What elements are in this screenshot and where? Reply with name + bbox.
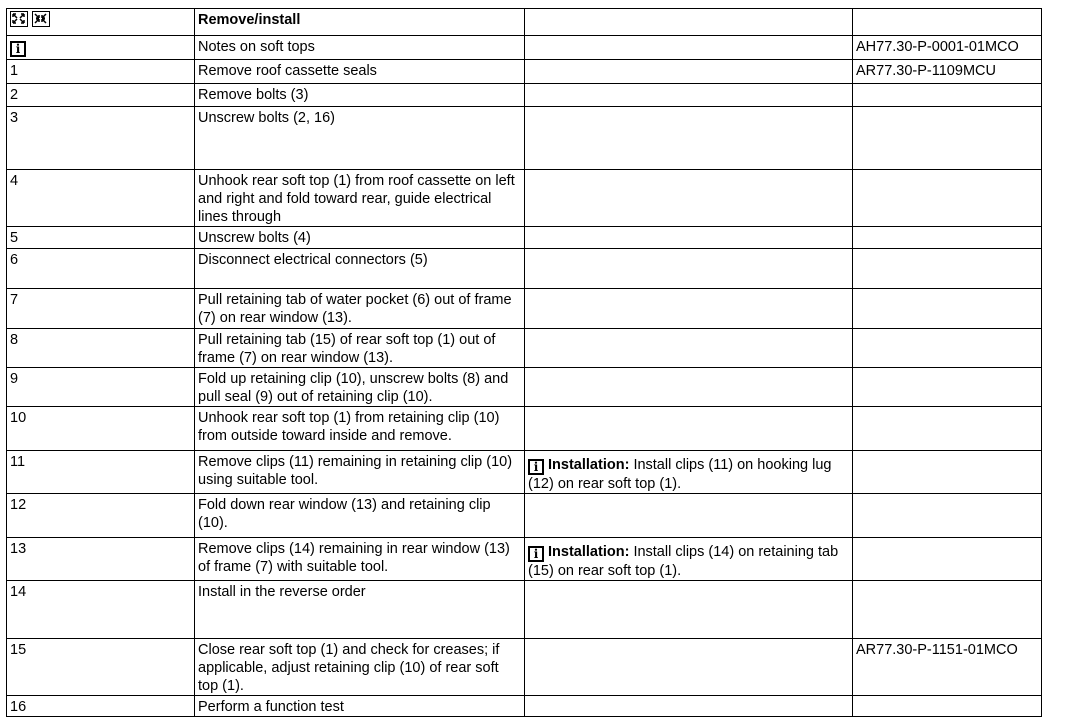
- step-number: [7, 36, 195, 60]
- step-number: 4: [7, 170, 195, 227]
- step-number: 3: [7, 107, 195, 170]
- document-reference-link: [853, 581, 1042, 639]
- step-text: Unscrew bolts (2, 16): [195, 107, 525, 170]
- document-reference-link: [853, 329, 1042, 368]
- step-text: Install in the reverse order: [195, 581, 525, 639]
- document-reference-link: [853, 107, 1042, 170]
- table-row: [7, 494, 1042, 538]
- step-number: 14: [7, 581, 195, 639]
- step-text: Pull retaining tab (15) of rear soft top (1) out of frame (7) on rear window (13).: [195, 329, 525, 368]
- step-text: Close rear soft top (1) and check for creases; if applicable, adjust retaining clip (10) of rear soft top (1).: [195, 639, 525, 696]
- document-reference-link[interactable]: AR77.30-P-1151-01MCO: [853, 639, 1042, 696]
- table-row: [7, 227, 1042, 249]
- document-reference-link: [853, 451, 1042, 494]
- step-text: Remove roof cassette seals: [195, 60, 525, 84]
- expand-all-icon[interactable]: [10, 11, 28, 27]
- document-reference-link: [853, 84, 1042, 107]
- step-number: 5: [7, 227, 195, 249]
- step-text: Pull retaining tab of water pocket (6) out of frame (7) on rear window (13).: [195, 289, 525, 329]
- step-text: Unhook rear soft top (1) from roof cassette on left and right and fold toward rear, guide electrical lines through: [195, 170, 525, 227]
- step-note: [525, 84, 853, 107]
- step-number: 13: [7, 538, 195, 581]
- document-reference-link[interactable]: AR77.30-P-1109MCU: [853, 60, 1042, 84]
- step-note: [525, 289, 853, 329]
- table-row: [7, 538, 1042, 581]
- step-note: [525, 581, 853, 639]
- collapse-all-icon[interactable]: [32, 11, 50, 27]
- step-number: 16: [7, 696, 195, 717]
- document-reference-link: [853, 170, 1042, 227]
- header-icons-cell: [7, 9, 195, 36]
- step-note: [525, 170, 853, 227]
- table-row: [7, 581, 1042, 639]
- document-reference-link: [853, 407, 1042, 451]
- step-number: 12: [7, 494, 195, 538]
- table-row: [7, 329, 1042, 368]
- document-reference-link: [853, 494, 1042, 538]
- step-note: [525, 249, 853, 289]
- document-reference-link: [853, 249, 1042, 289]
- step-note: [525, 639, 853, 696]
- document-reference-link: [853, 289, 1042, 329]
- installation-label: Installation:: [548, 457, 630, 473]
- header-row: [7, 9, 1042, 36]
- step-note: [525, 451, 853, 494]
- step-number: 15: [7, 639, 195, 696]
- table-row: [7, 451, 1042, 494]
- table-row: [7, 84, 1042, 107]
- step-text: Disconnect electrical connectors (5): [195, 249, 525, 289]
- step-number: 7: [7, 289, 195, 329]
- step-number: 11: [7, 451, 195, 494]
- step-text: Remove bolts (3): [195, 84, 525, 107]
- table-row: [7, 107, 1042, 170]
- table-row: [7, 368, 1042, 407]
- table-row: [7, 170, 1042, 227]
- step-note: [525, 368, 853, 407]
- document-reference-link[interactable]: AH77.30-P-0001-01MCO: [853, 36, 1042, 60]
- step-text: Fold down rear window (13) and retaining clip (10).: [195, 494, 525, 538]
- step-note: [525, 107, 853, 170]
- step-text: Notes on soft tops: [195, 36, 525, 60]
- table-row: [7, 696, 1042, 717]
- info-icon[interactable]: i: [528, 546, 544, 562]
- step-text: Unscrew bolts (4): [195, 227, 525, 249]
- table-row: [7, 36, 1042, 60]
- table-row: [7, 407, 1042, 451]
- step-number: 2: [7, 84, 195, 107]
- step-note: [525, 407, 853, 451]
- document-reference-link: [853, 538, 1042, 581]
- header-empty-cell: [525, 9, 853, 36]
- header-title: Remove/install: [195, 9, 525, 36]
- step-number: 6: [7, 249, 195, 289]
- step-text: Fold up retaining clip (10), unscrew bolts (8) and pull seal (9) out of retaining clip (10).: [195, 368, 525, 407]
- step-text: Perform a function test: [195, 696, 525, 717]
- step-number: 9: [7, 368, 195, 407]
- step-text: Remove clips (11) remaining in retaining clip (10) using suitable tool.: [195, 451, 525, 494]
- step-note: [525, 227, 853, 249]
- document-reference-link: [853, 696, 1042, 717]
- installation-note: Install clips (11) on hooking lug (12) on rear soft top (1).: [528, 457, 832, 492]
- step-number: 10: [7, 407, 195, 451]
- step-number: 8: [7, 329, 195, 368]
- step-text: Remove clips (14) remaining in rear window (13) of frame (7) with suitable tool.: [195, 538, 525, 581]
- table-row: [7, 639, 1042, 696]
- table-row: [7, 289, 1042, 329]
- document-reference-link: [853, 368, 1042, 407]
- step-note: [525, 60, 853, 84]
- table-row: [7, 60, 1042, 84]
- step-note: [525, 696, 853, 717]
- installation-note: Install clips (14) on retaining tab (15) on rear soft top (1).: [528, 544, 839, 579]
- step-note: [525, 36, 853, 60]
- step-note: [525, 538, 853, 581]
- step-note: [525, 329, 853, 368]
- step-note: [525, 494, 853, 538]
- header-empty-cell: [853, 9, 1042, 36]
- info-icon[interactable]: i: [528, 459, 544, 475]
- procedure-table: [6, 8, 1042, 717]
- step-text: Unhook rear soft top (1) from retaining clip (10) from outside toward inside and remove.: [195, 407, 525, 451]
- step-number: 1: [7, 60, 195, 84]
- document-reference-link: [853, 227, 1042, 249]
- table-row: [7, 249, 1042, 289]
- info-icon[interactable]: i: [10, 41, 26, 57]
- installation-label: Installation:: [548, 544, 630, 560]
